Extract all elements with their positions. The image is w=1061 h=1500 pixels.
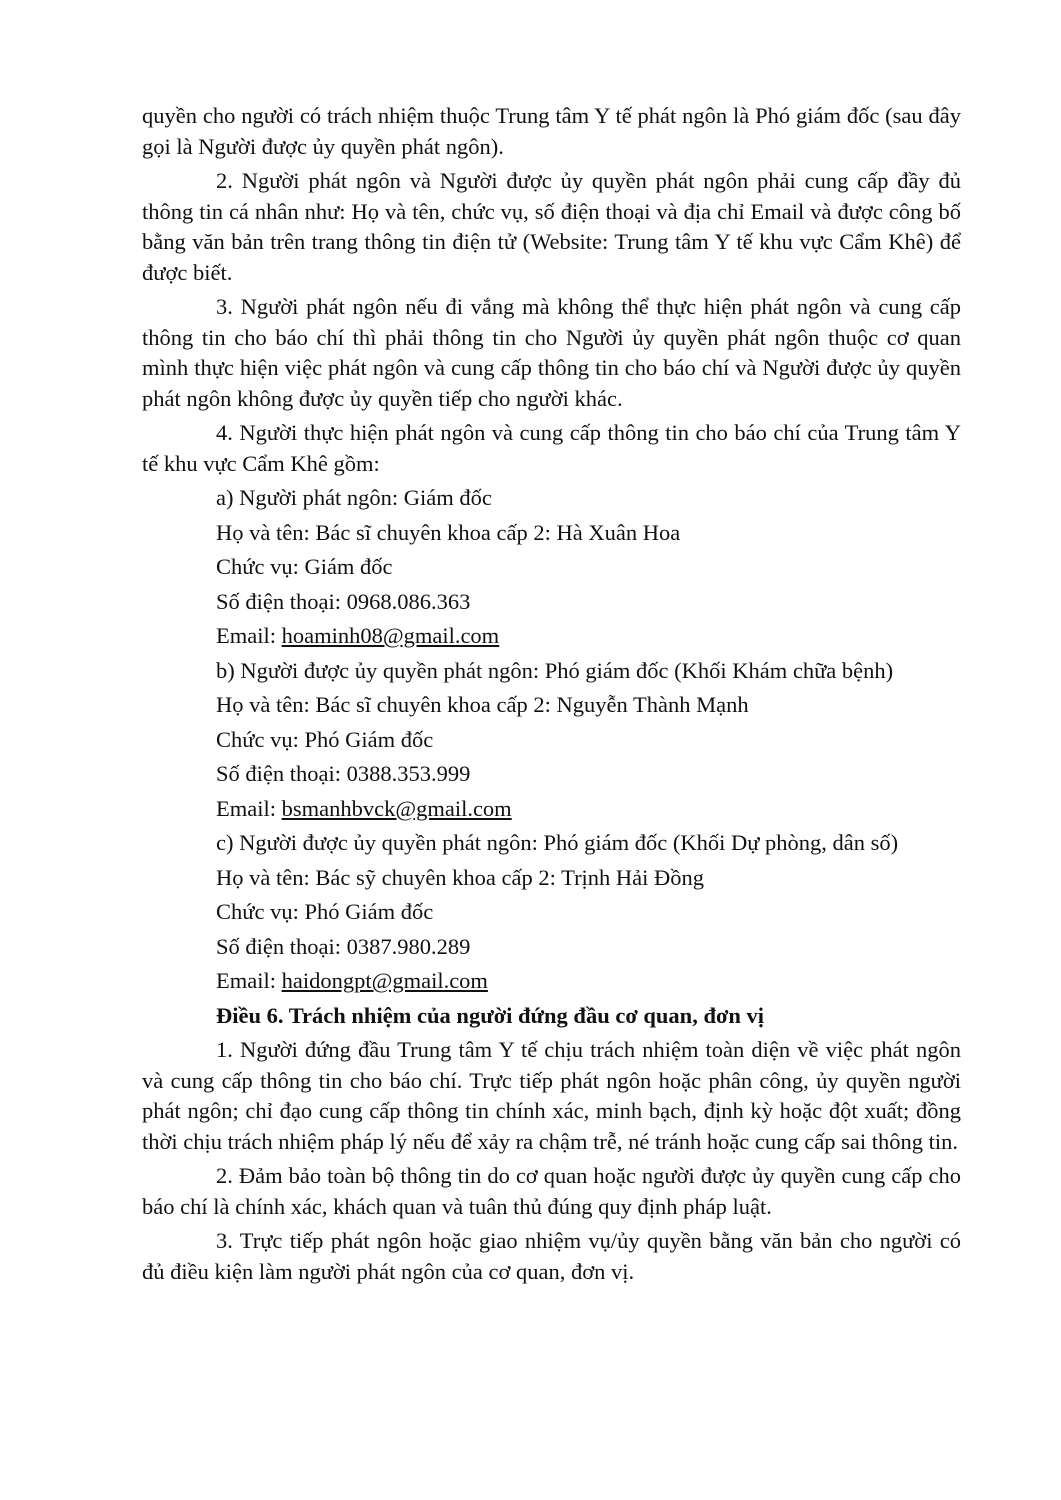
person-a-title: a) Người phát ngôn: Giám đốc [216, 485, 492, 510]
person-a-email-line [142, 621, 961, 652]
document-body [142, 101, 961, 1291]
paragraph-authorization-continued: quyền cho người có trách nhiệm thuộc Trung tâm Y tế phát ngôn là Phó giám đốc (sau đây gọi là Người được ủy quyền phát ngôn). [142, 103, 961, 159]
person-b-title: b) Người được ủy quyền phát ngôn: Phó giám đốc (Khối Khám chữa bệnh) [216, 657, 894, 683]
person-b-position: Chức vụ: Phó Giám đốc [216, 726, 434, 752]
person-b-email-link[interactable]: bsmanhbvck@gmail.com [281, 795, 512, 821]
paragraph-item-2: 2. Người phát ngôn và Người được ủy quyền phát ngôn phải cung cấp đầy đủ thông tin cá nhân như: Họ và tên, chức vụ, số điện thoại và địa chỉ Email và được công bố bằng văn bản trên trang thông tin điện tử (Website: Trung tâm Y tế khu vực Cẩm Khê) để được biết. [142, 168, 961, 285]
person-b-email-line [142, 794, 961, 825]
person-c-email-line [142, 966, 961, 997]
person-b-phone: Số điện thoại: 0388.353.999 [216, 761, 471, 786]
paragraph-item-4: 4. Người thực hiện phát ngôn và cung cấp thông tin cho báo chí của Trung tâm Y tế khu vực Cẩm Khê gồm: [142, 420, 961, 476]
person-a-position: Chức vụ: Giám đốc [216, 554, 393, 579]
article-6-paragraph-1: 1. Người đứng đầu Trung tâm Y tế chịu trách nhiệm toàn diện về việc phát ngôn và cung cấp thông tin cho báo chí. Trực tiếp phát ngôn hoặc phân công, ủy quyền người phát ngôn; chỉ đạo cung cấp thông tin chính xác, minh bạch, định kỳ hoặc đột xuất; đồng thời chịu trách nhiệm pháp lý nếu để xảy ra chậm trễ, né tránh hoặc cung cấp sai thông tin. [142, 1037, 961, 1154]
article-6-heading: Điều 6. Trách nhiệm của người đứng đầu cơ quan, đơn vị [216, 1002, 765, 1028]
person-a-email-link[interactable]: hoaminh08@gmail.com [281, 623, 500, 648]
person-c-phone: Số điện thoại: 0387.980.289 [216, 933, 471, 959]
person-a-name: Họ và tên: Bác sĩ chuyên khoa cấp 2: Hà Xuân Hoa [216, 519, 681, 545]
person-c-name: Họ và tên: Bác sỹ chuyên khoa cấp 2: Trịnh Hải Đồng [216, 864, 705, 890]
email-label: Email: [216, 968, 282, 993]
article-6-paragraph-2: 2. Đảm bảo toàn bộ thông tin do cơ quan hoặc người được ủy quyền cung cấp cho báo chí là chính xác, khách quan và tuân thủ đúng quy định pháp luật. [142, 1163, 961, 1219]
email-label: Email: [216, 795, 282, 821]
paragraph-item-3: 3. Người phát ngôn nếu đi vắng mà không thể thực hiện phát ngôn và cung cấp thông tin cho báo chí thì phải thông tin cho Người ủy quyền phát ngôn thuộc cơ quan mình thực hiện việc phát ngôn và cung cấp thông tin cho báo chí và Người được ủy quyền phát ngôn không được ủy quyền tiếp cho người khác. [142, 294, 961, 411]
person-a-phone: Số điện thoại: 0968.086.363 [216, 588, 471, 614]
person-c-email-link[interactable]: haidongpt@gmail.com [281, 968, 488, 993]
person-c-title: c) Người được ủy quyền phát ngôn: Phó giám đốc (Khối Dự phòng, dân số) [216, 830, 899, 855]
article-6-paragraph-3: 3. Trực tiếp phát ngôn hoặc giao nhiệm vụ/ủy quyền bằng văn bản cho người có đủ điều kiện làm người phát ngôn của cơ quan, đơn vị. [142, 1228, 961, 1284]
person-b-name: Họ và tên: Bác sĩ chuyên khoa cấp 2: Nguyễn Thành Mạnh [216, 692, 749, 717]
email-label: Email: [216, 623, 282, 648]
person-c-position: Chức vụ: Phó Giám đốc [216, 899, 434, 924]
